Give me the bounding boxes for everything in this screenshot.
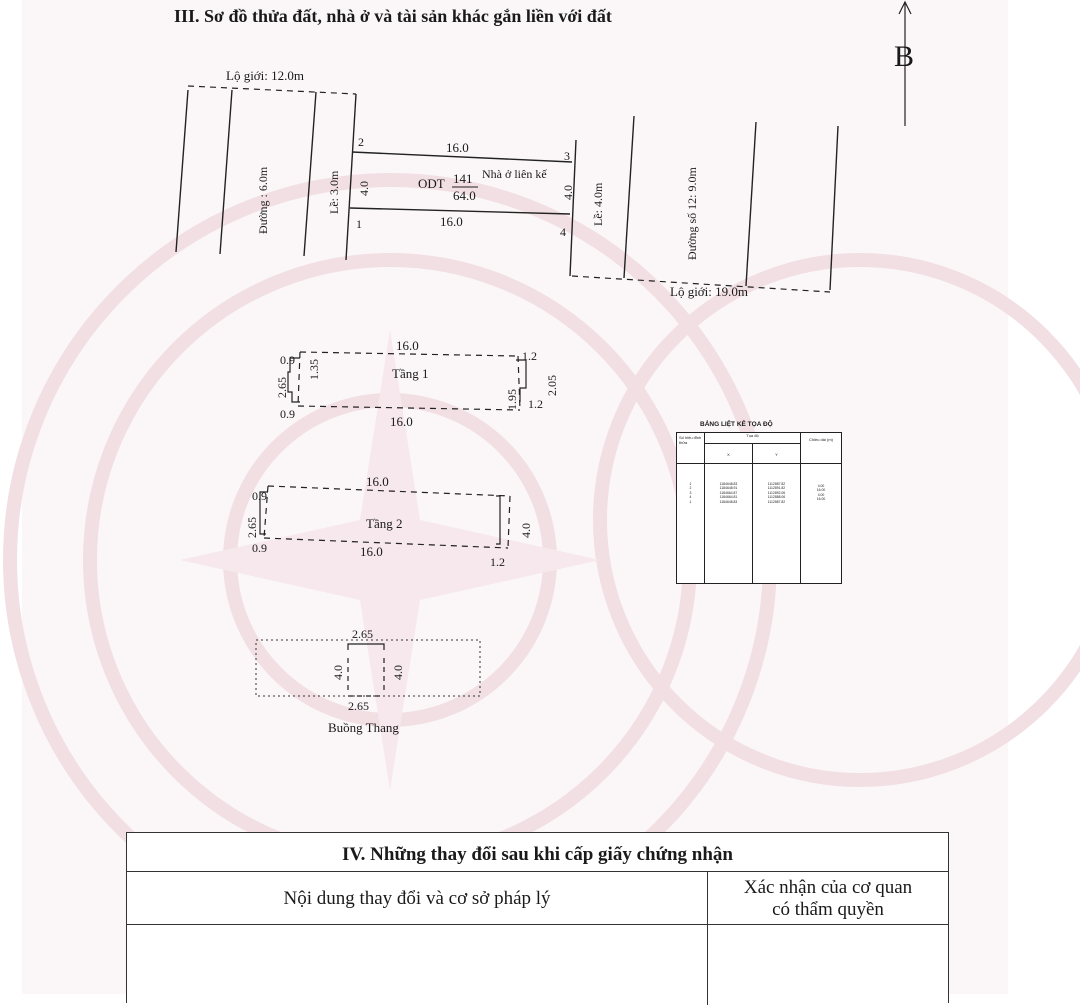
change-content-header: Nội dung thay đổi và cơ sở pháp lý — [127, 872, 708, 924]
floor1-right-a: 1.2 — [522, 349, 537, 363]
floor1-left-b: 2.65 — [275, 377, 289, 398]
point-4: 4 — [560, 225, 566, 239]
section-iv-title: IV. Những thay đổi sau khi cấp giấy chứng nhận — [127, 833, 948, 872]
floor1-right-c: 1.95 — [505, 389, 519, 410]
north-label: B — [894, 40, 915, 73]
floor1-bottom: 16.0 — [390, 414, 413, 429]
point-3: 3 — [564, 149, 570, 163]
parcel-area: 64.0 — [453, 188, 476, 203]
floor2-right-b: 1.2 — [490, 555, 505, 569]
road-right-label: Đường số 12: 9.0m — [685, 167, 699, 260]
authority-confirm-line1: Xác nhận của cơ quan — [743, 877, 913, 898]
col-points — [677, 464, 705, 583]
floor2-left-b: 2.65 — [245, 517, 259, 538]
site-plan — [0, 0, 1080, 320]
col-y-values — [753, 464, 801, 583]
length-cell: 16.00 — [816, 488, 826, 493]
floor2-label: Tầng 2 — [366, 516, 403, 531]
y-cell: 1112888.06 — [767, 495, 786, 500]
col-coord-title: Tọa độ — [705, 433, 800, 444]
stair-label: Buồng Thang — [328, 720, 399, 735]
land-code: ODT — [418, 176, 445, 191]
floor2-right-a: 4.0 — [519, 523, 533, 538]
stair-left: 4.0 — [331, 665, 345, 680]
point-cell: 3 — [689, 490, 692, 495]
point-2: 2 — [358, 135, 364, 149]
authority-confirm-cell — [708, 925, 948, 1005]
width-left: 4.0 — [357, 181, 371, 196]
x-cell: 1184648.83 — [719, 499, 738, 504]
col-x-values — [705, 464, 753, 583]
floor1-left-c: 0.9 — [280, 407, 295, 421]
floor1-left-a: 0.9 — [280, 353, 295, 367]
floor-2-plan — [0, 466, 600, 576]
point-cell: 1 — [689, 482, 692, 486]
coord-table — [676, 432, 842, 584]
floor2-top: 16.0 — [366, 474, 389, 489]
point-cell: 2 — [689, 486, 692, 491]
length-cell: 4.00 — [817, 492, 825, 497]
floor1-label: Tầng 1 — [392, 366, 429, 381]
col-length-values — [801, 464, 841, 583]
section-iii-title: III. Sơ đồ thửa đất, nhà ở và tài sản khác gắn liền với đất — [174, 6, 612, 26]
y-cell: 1112891.82 — [767, 486, 786, 491]
section-iv-table — [126, 832, 949, 1003]
change-content-cell — [127, 925, 708, 1005]
col-coord-header — [705, 433, 801, 463]
length-cell: 4.00 — [817, 484, 825, 488]
stair-right: 4.0 — [391, 665, 405, 680]
coord-table-header — [677, 433, 841, 464]
parcel-number: 141 — [453, 171, 473, 186]
section-iv-header-row — [127, 872, 948, 925]
point-cell: 4 — [689, 495, 692, 500]
floor1-top: 16.0 — [396, 338, 419, 353]
y-cell: 1112887.82 — [767, 482, 786, 486]
coord-table-body — [677, 464, 841, 583]
floor-1-plan — [0, 330, 600, 430]
x-cell: 1184648.91 — [719, 486, 738, 491]
road-left-label: Đường : 6.0m — [256, 166, 270, 234]
y-cell: 1112892.06 — [767, 490, 786, 495]
stair-room-plan — [0, 622, 600, 742]
sidewalk-right-label: Lề: 4.0m — [591, 182, 605, 226]
width-right: 4.0 — [561, 185, 575, 200]
floor1-right-d: 1.2 — [528, 397, 543, 411]
stair-bottom: 2.65 — [348, 699, 369, 713]
floor2-bottom: 16.0 — [360, 544, 383, 559]
floor2-left-c: 0.9 — [252, 541, 267, 555]
authority-confirm-header — [708, 872, 948, 924]
authority-confirm-line2: có thẩm quyền — [772, 899, 884, 920]
floor1-right-b: 2.05 — [545, 375, 559, 396]
sidewalk-left-label: Lề: 3.0m — [327, 170, 341, 214]
floor2-left-a: 0.9 — [252, 489, 267, 503]
col-y-header: Y — [775, 452, 778, 457]
setback-top-label: Lộ giới: 12.0m — [226, 68, 305, 83]
col-x-header: X — [705, 444, 753, 463]
col-point-header: Số hiệu đỉnh thửa — [677, 433, 705, 463]
floor1-left-d: 1.35 — [307, 359, 321, 380]
x-cell: 1184664.81 — [719, 495, 738, 500]
house-type: Nhà ở liên kế — [482, 167, 547, 181]
length-cell: 16.00 — [816, 497, 826, 502]
stair-top: 2.65 — [352, 627, 373, 641]
point-1: 1 — [356, 217, 362, 231]
point-cell: 1 — [689, 499, 692, 504]
length-bottom: 16.0 — [440, 214, 463, 229]
coord-table-title: BẢNG LIỆT KÊ TỌA ĐỘ — [700, 421, 773, 428]
section-iv-empty-row — [127, 925, 948, 1005]
setback-bottom-label: Lộ giới: 19.0m — [670, 284, 749, 299]
y-cell: 1112887.82 — [767, 499, 786, 504]
col-length-header: Chiều dài (m) — [808, 437, 833, 442]
x-cell: 1184648.83 — [719, 482, 738, 486]
length-top: 16.0 — [446, 140, 469, 155]
x-cell: 1184664.87 — [719, 490, 738, 495]
